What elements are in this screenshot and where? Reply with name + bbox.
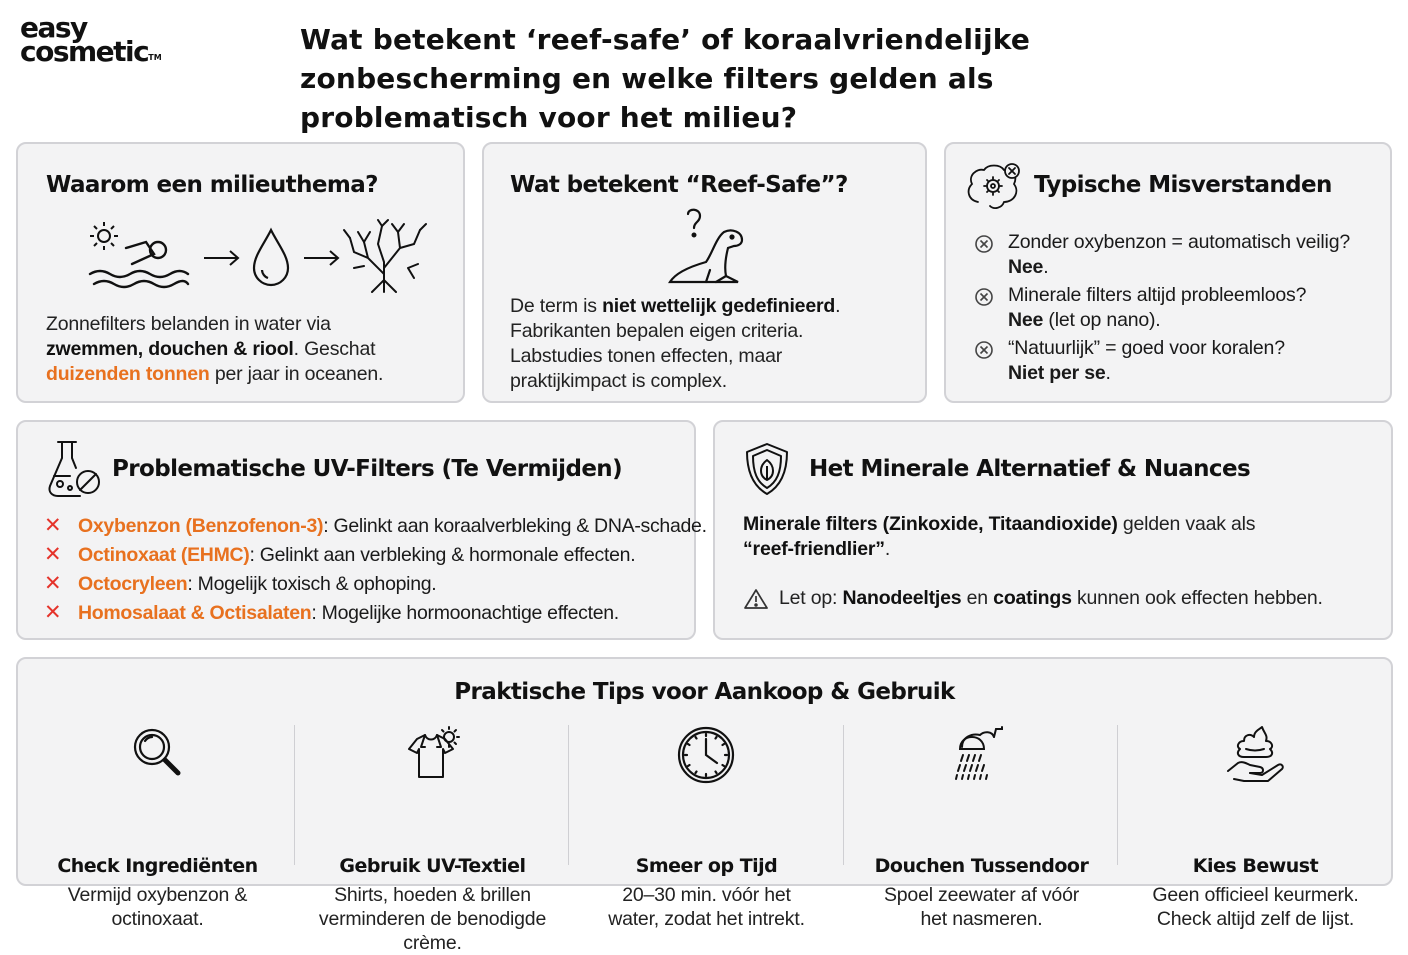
brain-gear-icon xyxy=(966,162,1024,212)
filter-item xyxy=(44,543,635,567)
mineral-p2-rest: . xyxy=(884,538,891,560)
tip-line: het nasmeren. xyxy=(920,908,1043,930)
tip-description xyxy=(569,883,844,931)
mineral-p2-bold: “reef-friendlier” xyxy=(743,538,885,560)
filter-description: : Gelinkt aan verbleking & hormonale effecten. xyxy=(249,544,636,566)
filter-name: Oxybenzon (Benzofenon-3) xyxy=(78,515,324,537)
brand-logo-line1: easy xyxy=(20,11,87,44)
tip-line: Check altijd zelf de lijst. xyxy=(1156,908,1355,930)
tshirt-sun-icon xyxy=(401,725,465,785)
x-mark-icon: ✕ xyxy=(44,601,62,624)
seal-question-icon xyxy=(666,210,750,284)
problematic-filters-heading: Problematische UV-Filters (Te Vermijden) xyxy=(112,456,622,482)
shower-icon xyxy=(952,725,1012,785)
problematic-filters-card xyxy=(16,420,707,640)
filter-item xyxy=(44,572,436,596)
tip-line: Vermijd oxybenzon & xyxy=(67,884,248,906)
tips-divider xyxy=(294,725,295,865)
tip-line: Spoel zeewater af vóór xyxy=(883,884,1080,906)
x-mark-icon: ✕ xyxy=(44,572,62,595)
filter-item xyxy=(44,514,707,538)
misconceptions-heading: Typische Misverstanden xyxy=(1034,172,1332,198)
tips-divider xyxy=(1117,725,1118,865)
reef-safe-heading: Wat betekent “Reef-Safe”? xyxy=(510,172,848,198)
why-illustration xyxy=(88,218,408,298)
reef-safe-text xyxy=(510,294,920,394)
tips-divider xyxy=(568,725,569,865)
misconception-answer: Nee xyxy=(1008,256,1044,278)
coral-icon xyxy=(344,220,426,292)
mineral-p1-bold: Minerale filters (Zinkoxide, Titaandioxide) xyxy=(743,513,1118,535)
reef-safe-p1-bold: niet wettelijk gedefinieerd xyxy=(602,295,836,317)
tip-line: verminderen de benodigde crème. xyxy=(318,908,547,954)
tips-card xyxy=(16,657,1393,954)
x-circle-icon xyxy=(974,340,994,360)
misconception-question: Zonder oxybenzon = automatisch veilig? xyxy=(1008,231,1350,253)
mineral-warning-pre: Let op: xyxy=(779,587,843,609)
brand-trademark: TM xyxy=(148,53,162,62)
filter-item xyxy=(44,601,619,625)
filter-name: Octocryleen xyxy=(78,573,188,595)
brand-logo xyxy=(20,11,162,68)
reef-safe-card xyxy=(482,142,927,403)
misconception-item xyxy=(974,336,1285,386)
misconception-answer-rest: . xyxy=(1105,362,1111,384)
misconception-question: Minerale filters altijd probleemloos? xyxy=(1008,284,1307,306)
clock-icon xyxy=(677,725,737,785)
mineral-p1-rest: gelden vaak als xyxy=(1117,513,1256,535)
tip-description xyxy=(20,883,295,931)
mineral-warning-b1: Nanodeeltjes xyxy=(842,587,962,609)
water-drop-icon xyxy=(254,230,288,285)
misconception-item xyxy=(974,230,1350,280)
tip-title: Check Ingrediënten xyxy=(57,855,258,877)
tip-line: water, zodat het intrekt. xyxy=(608,908,805,930)
tip-line: octinoxaat. xyxy=(111,908,204,930)
tip-title: Gebruik UV-Textiel xyxy=(339,855,526,877)
reef-safe-p4: praktijkimpact is complex. xyxy=(510,370,727,392)
filter-description: : Mogelijk toxisch & ophoping. xyxy=(187,573,437,595)
reef-safe-p3: Labstudies tonen effecten, maar xyxy=(510,345,783,367)
arrow-right-icon xyxy=(204,251,238,265)
shield-leaf-icon xyxy=(743,442,791,496)
tip-title: Douchen Tussendoor xyxy=(874,855,1089,877)
mineral-warning xyxy=(779,586,1379,611)
magnifier-icon xyxy=(128,723,188,783)
why-text-after-bold: . Geschat xyxy=(293,338,376,360)
x-circle-icon xyxy=(974,234,994,254)
filter-name: Homosalaat & Octisalaten xyxy=(78,602,312,624)
warning-icon xyxy=(743,588,769,610)
tip-description xyxy=(1118,883,1393,931)
mineral-warning-mid: en xyxy=(961,587,994,609)
tip-line: Shirts, hoeden & brillen xyxy=(334,884,531,906)
tip-line: Geen officieel keurmerk. xyxy=(1152,884,1359,906)
why-heading: Waarom een milieuthema? xyxy=(46,172,378,198)
hand-cream-icon xyxy=(1224,723,1288,785)
filter-name: Octinoxaat (EHMC) xyxy=(78,544,250,566)
x-mark-icon: ✕ xyxy=(44,514,62,537)
arrow-right-icon xyxy=(304,251,338,265)
tip-line: 20–30 min. vóór het xyxy=(622,884,791,906)
misconception-answer: Niet per se xyxy=(1008,362,1106,384)
page-title: Wat betekent ‘reef-safe’ of koraalvriendelijke zonbescherming en welke filters gelden als problematisch voor het milieu? xyxy=(300,23,1031,134)
tips-heading: Praktische Tips voor Aankoop & Gebruik xyxy=(454,679,955,705)
why-text-tail: per jaar in oceanen. xyxy=(209,363,384,385)
tips-divider xyxy=(843,725,844,865)
sun-icon xyxy=(90,222,118,250)
flask-forbidden-icon xyxy=(46,440,102,498)
why-text xyxy=(46,312,456,387)
x-mark-icon: ✕ xyxy=(44,543,62,566)
tip-title: Kies Bewust xyxy=(1192,855,1319,877)
reef-safe-p2: Fabrikanten bepalen eigen criteria. xyxy=(510,320,804,342)
misconception-item xyxy=(974,283,1306,333)
reef-safe-p1-pre: De term is xyxy=(510,295,603,317)
filter-description: : Mogelijke hormoonachtige effecten. xyxy=(311,602,619,624)
why-text-highlight: duizenden tonnen xyxy=(46,363,210,385)
mineral-alternative-heading: Het Minerale Alternatief & Nuances xyxy=(809,456,1251,482)
tip-description xyxy=(844,883,1119,931)
misconception-question: “Natuurlijk” = goed voor koralen? xyxy=(1008,337,1285,359)
mineral-warning-post: kunnen ook effecten hebben. xyxy=(1071,587,1323,609)
reef-safe-p1-post: . xyxy=(835,295,841,317)
why-text-line1: Zonnefilters belanden in water via xyxy=(46,313,331,335)
misconception-answer-rest: (let op nano). xyxy=(1043,309,1161,331)
why-text-bold: zwemmen, douchen & riool xyxy=(46,338,294,360)
x-circle-icon xyxy=(974,287,994,307)
tip-title: Smeer op Tijd xyxy=(635,855,778,877)
misconception-answer-rest: . xyxy=(1043,256,1049,278)
why-card xyxy=(16,142,465,403)
misconception-answer: Nee xyxy=(1008,309,1044,331)
filter-description: : Gelinkt aan koraalverbleking & DNA-schade. xyxy=(323,515,707,537)
mineral-alternative-card xyxy=(713,420,1393,640)
brand-logo-line2: cosmetic xyxy=(20,35,149,68)
misconceptions-card xyxy=(944,142,1392,403)
mineral-warning-b2: coatings xyxy=(993,587,1072,609)
tip-description xyxy=(295,883,570,955)
mineral-text xyxy=(743,512,1363,562)
